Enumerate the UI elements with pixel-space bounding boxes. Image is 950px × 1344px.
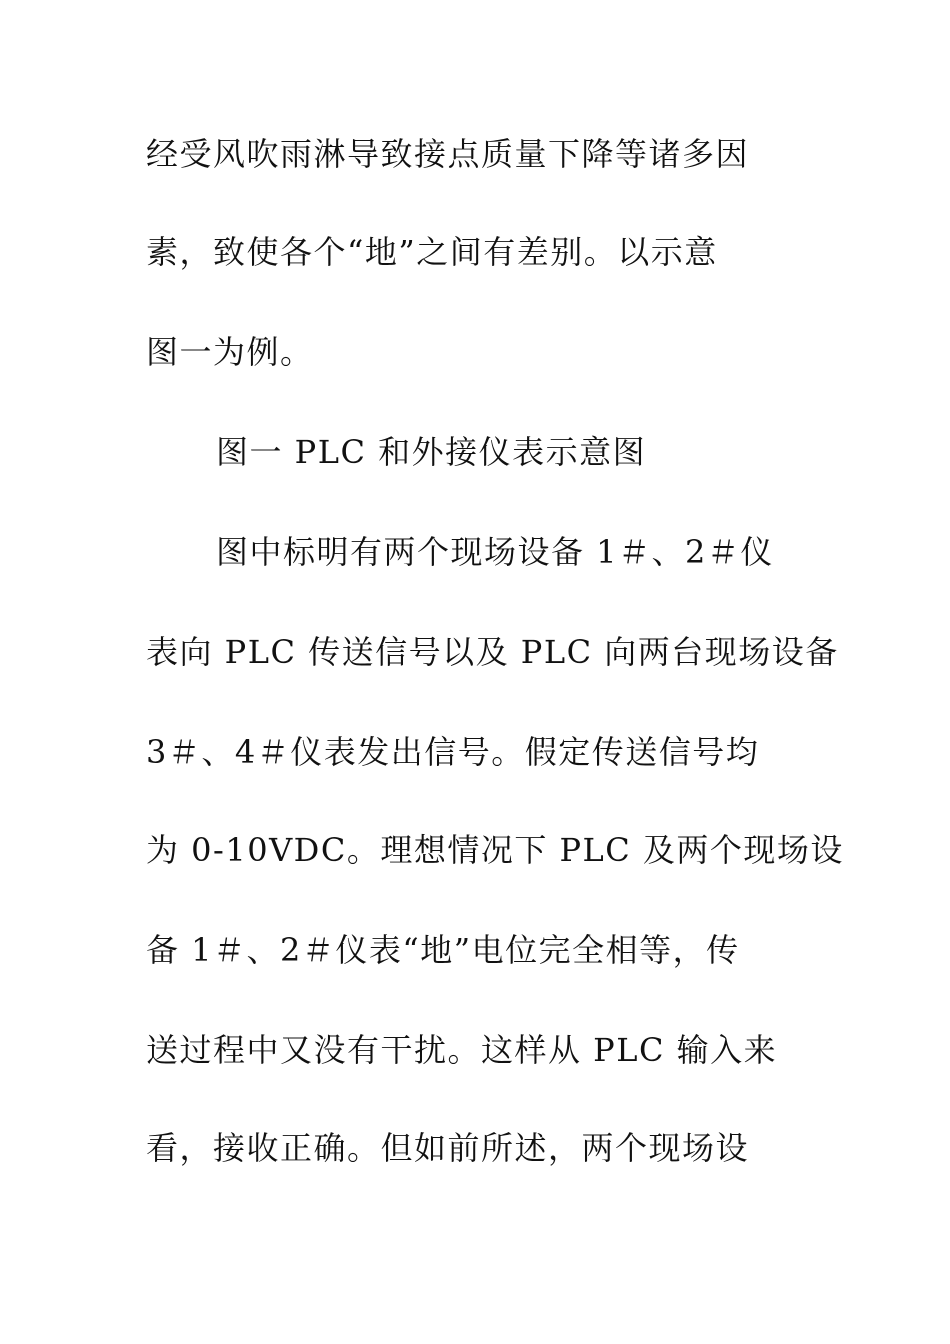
paragraph-line: 经受风吹雨淋导致接点质量下降等诸多因 — [146, 135, 750, 173]
paragraph-line: 备 1＃、2＃仪表“地”电位完全相等，传 — [146, 931, 740, 969]
paragraph-line: 素，致使各个“地”之间有差别。以示意 — [146, 233, 718, 271]
paragraph-line: 图中标明有两个现场设备 1＃、2＃仪 — [216, 533, 774, 571]
paragraph-line: 图一为例。 — [146, 333, 314, 371]
paragraph-line: 为 0-10VDC。理想情况下 PLC 及两个现场设 — [146, 831, 844, 869]
paragraph-line: 3＃、4＃仪表发出信号。假定传送信号均 — [146, 733, 760, 771]
paragraph-line: 看，接收正确。但如前所述，两个现场设 — [146, 1129, 750, 1167]
paragraph-line: 表向 PLC 传送信号以及 PLC 向两台现场设备 — [146, 633, 839, 671]
figure-caption: 图一 PLC 和外接仪表示意图 — [216, 433, 647, 471]
paragraph-line: 送过程中又没有干扰。这样从 PLC 输入来 — [146, 1031, 778, 1069]
